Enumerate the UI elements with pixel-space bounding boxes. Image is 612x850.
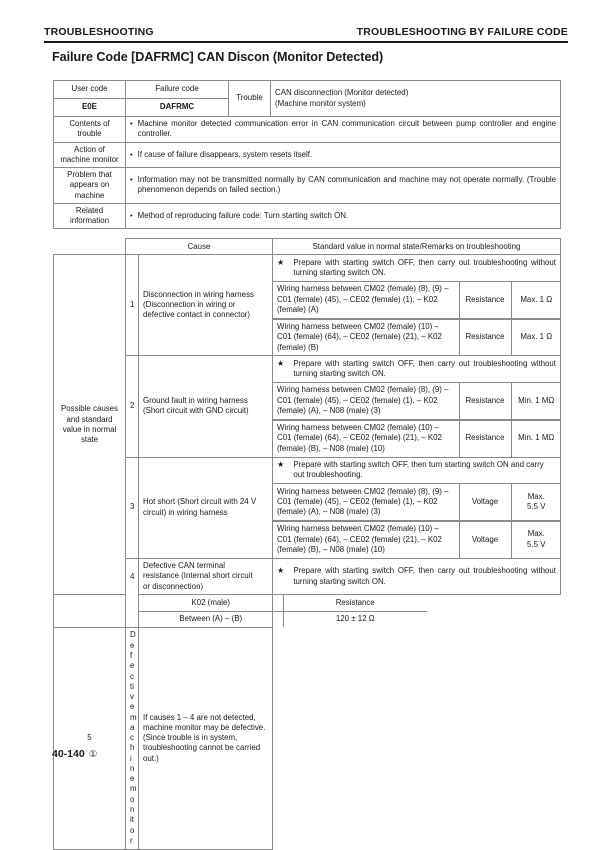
table-row [54, 255, 561, 282]
contents-of-trouble-label [54, 117, 126, 143]
subtable-col2-header: Resistance [283, 595, 427, 611]
cause-line: circuit) in wiring harness [143, 507, 228, 517]
page-footer [52, 748, 97, 760]
cause-line: (Disconnection in wiring or [143, 300, 236, 310]
cause-description [139, 356, 273, 457]
bullet-icon: • [130, 149, 133, 159]
terminal-resistance-table [139, 595, 427, 627]
measurement-target: Wiring harness between CM02 (female) (10) – C01 (female) (64), – CE02 (female) (21), – K02 (female) (B) [273, 320, 459, 356]
measurement-table [273, 484, 561, 521]
cause-note-text: Prepare with starting switch OFF, then turn starting switch ON and carry out troubleshooting. [293, 460, 544, 480]
cause-note-text: Prepare with starting switch OFF, then carry out troubleshooting without turning starting switch ON. [293, 257, 556, 278]
cause-line: or disconnection) [143, 581, 204, 591]
cause-line: (Short circuit with GND circuit) [143, 406, 249, 416]
page-title: Failure Code [DAFRMC] CAN Discon (Monitor Detected) [52, 50, 384, 64]
cause-result [139, 627, 273, 849]
measurement-table [273, 522, 561, 558]
subtable-col2-value: 120 ± 12 Ω [283, 611, 427, 627]
measurement-value [511, 522, 561, 558]
cause-note [273, 457, 561, 484]
problem-on-machine-label [54, 168, 126, 204]
measurement-item: Resistance [459, 383, 511, 419]
label-line: machine monitor [60, 154, 119, 164]
terminal-resistance-subtable-block [139, 595, 375, 628]
star-icon: ★ [277, 566, 285, 576]
page-number: 40-140 [52, 748, 85, 760]
action-of-machine-monitor-text: If cause of failure disappears, system resets itself. [137, 149, 313, 159]
measurement-table [273, 383, 561, 420]
related-information-text: Method of reproducing failure code: Turn starting switch ON. [137, 210, 349, 220]
cause-line: Ground fault in wiring harness [143, 396, 248, 406]
measurement-target: Wiring harness between CM02 (female) (8), (9) – C01 (female) (45), – CE02 (female) (1), – K02 (female) (A), – N08 (male) (3) [273, 383, 459, 419]
table-header-row [54, 239, 561, 255]
table-row [54, 168, 561, 204]
star-icon: ★ [277, 358, 285, 368]
problem-on-machine-value [126, 168, 561, 204]
table-row [54, 81, 561, 99]
action-of-machine-monitor-label [54, 142, 126, 168]
cause-number: 3 [126, 457, 139, 558]
revision-mark-icon: ① [88, 748, 98, 760]
measurement-value [511, 484, 561, 520]
contents-of-trouble-text: Machine monitor detected communication error in CAN communication circuit between pump controller and engine controller. [137, 119, 556, 139]
label-line: Related [75, 205, 104, 215]
action-of-machine-monitor-value [126, 142, 561, 168]
value-line: 5.5 V [527, 501, 546, 511]
label-line: machine [74, 190, 105, 200]
trouble-description [271, 81, 561, 117]
problem-on-machine-text: Information may not be transmitted normally by CAN communication and machine may not operate normally. (Trouble phenomenon depends on failed section.) [137, 175, 556, 195]
measurement-item: Voltage [459, 484, 511, 520]
subtable-col1-header: K02 (male) [139, 595, 283, 611]
cause-number: 4 [126, 558, 139, 595]
running-header-right: TROUBLESHOOTING BY FAILURE CODE [356, 26, 568, 38]
header-divider-rule [44, 41, 568, 43]
cause-line: resistance (Internal short circuit [143, 571, 253, 581]
measurement-block [273, 382, 561, 420]
measurement-target: Wiring harness between CM02 (female) (10) – C01 (female) (64), – CE02 (female) (21), – K02 (female) (B), – N08 (male) (10) [273, 421, 459, 457]
cause-number-spacer [54, 595, 126, 628]
measurement-value: Max. 1 Ω [511, 282, 561, 318]
subtable-col1-value: Between (A) – (B) [139, 611, 283, 627]
measurement-block [273, 281, 561, 319]
measurement-target: Wiring harness between CM02 (female) (10) – C01 (female) (64), – CE02 (female) (21), – K02 (female) (B), – N08 (male) (10) [273, 522, 459, 558]
bullet-icon: • [130, 175, 133, 185]
column-header-standard-value: Standard value in normal state/Remarks on troubleshooting [273, 239, 561, 255]
measurement-item: Resistance [459, 282, 511, 318]
cause-line: Disconnection in wiring harness [143, 289, 254, 299]
measurement-table [273, 421, 561, 457]
value-line: Max. [527, 529, 545, 539]
measurement-block [273, 319, 561, 356]
cause-number: 5 [54, 627, 126, 849]
table-row [54, 203, 561, 229]
measurement-table [273, 320, 561, 356]
label-line: information [69, 216, 110, 226]
label-line: trouble [77, 129, 102, 139]
failure-code-info-table [53, 80, 561, 229]
cause-line: Hot short (Short circuit with 24 V [143, 497, 257, 507]
label-line: Possible causes [60, 404, 119, 414]
measurement-value: Min. 1 MΩ [511, 421, 561, 457]
value-line: 5.5 V [527, 539, 546, 549]
cause-number: 2 [126, 356, 139, 457]
label-line: Contents of [69, 119, 110, 128]
table-row [54, 117, 561, 143]
cause-note [273, 255, 561, 282]
label-line: appears on [69, 180, 110, 190]
cause-result-line: (Since trouble is in system, troubleshooting cannot be carried out.) [143, 733, 261, 763]
contents-of-trouble-value [126, 117, 561, 143]
cause-description [139, 457, 273, 558]
cause-result-line: If causes 1 – 4 are not detected, machine monitor may be defective. [143, 712, 266, 732]
measurement-block [273, 521, 561, 558]
star-icon: ★ [277, 257, 285, 267]
cause-line: defective contact in connector) [143, 310, 251, 320]
side-label-possible-causes [54, 255, 126, 595]
cause-description [139, 558, 273, 595]
measurement-block [273, 484, 561, 522]
possible-causes-table [53, 238, 561, 850]
table-row [54, 457, 561, 484]
related-information-label [54, 203, 126, 229]
failure-code-label: Failure code [126, 81, 229, 99]
value-line: Max. [527, 491, 545, 501]
measurement-item: Resistance [459, 421, 511, 457]
trouble-description-line2: (Machine monitor system) [275, 98, 366, 108]
column-header-cause: Cause [126, 239, 273, 255]
cause-line: Defective machine monitor [130, 630, 137, 845]
failure-code-value: DAFRMC [126, 99, 229, 117]
measurement-block [273, 420, 561, 457]
cause-description-spacer [126, 595, 139, 628]
cause-line: Defective CAN terminal [143, 561, 226, 571]
cause-note-text: Prepare with starting switch OFF, then carry out troubleshooting without turning starting switch ON. [293, 566, 556, 586]
measurement-item: Resistance [459, 320, 511, 356]
label-line: Action of [74, 144, 105, 154]
user-code-value: E0E [54, 99, 126, 117]
related-information-value [126, 203, 561, 229]
star-icon: ★ [277, 460, 285, 470]
label-line: Problem that [67, 170, 112, 180]
measurement-item: Voltage [459, 522, 511, 558]
table-row [54, 558, 561, 595]
running-header-left: TROUBLESHOOTING [44, 26, 154, 38]
running-header [44, 26, 568, 38]
cause-note-text: Prepare with starting switch OFF, then carry out troubleshooting without turning starting switch ON. [293, 358, 556, 379]
cause-description [139, 255, 273, 356]
label-line: and standard [66, 414, 113, 424]
label-line: value in normal [62, 424, 117, 434]
cause-note [273, 558, 561, 595]
label-line: state [80, 435, 99, 445]
measurement-target: Wiring harness between CM02 (female) (8), (9) – C01 (female) (45), – CE02 (female) (1), – K02 (female) (A), – N08 (male) (3) [273, 484, 459, 520]
bullet-icon: • [130, 210, 133, 220]
trouble-label: Trouble [229, 81, 271, 117]
table-row [54, 595, 561, 628]
table-row [54, 356, 561, 383]
bullet-icon: • [130, 119, 133, 128]
cause-number: 1 [126, 255, 139, 356]
trouble-description-line1: CAN disconnection (Monitor detected) [275, 88, 409, 98]
cause-description [126, 627, 139, 849]
measurement-value: Max. 1 Ω [511, 320, 561, 356]
table-row [54, 142, 561, 168]
measurement-table [273, 282, 561, 319]
measurement-value: Min. 1 MΩ [511, 383, 561, 419]
cause-note [273, 356, 561, 383]
user-code-label: User code [54, 81, 126, 99]
table-row [54, 627, 561, 849]
measurement-target: Wiring harness between CM02 (female) (8), (9) – C01 (female) (45), – CE02 (female) (1), – K02 (female) (A) [273, 282, 459, 318]
